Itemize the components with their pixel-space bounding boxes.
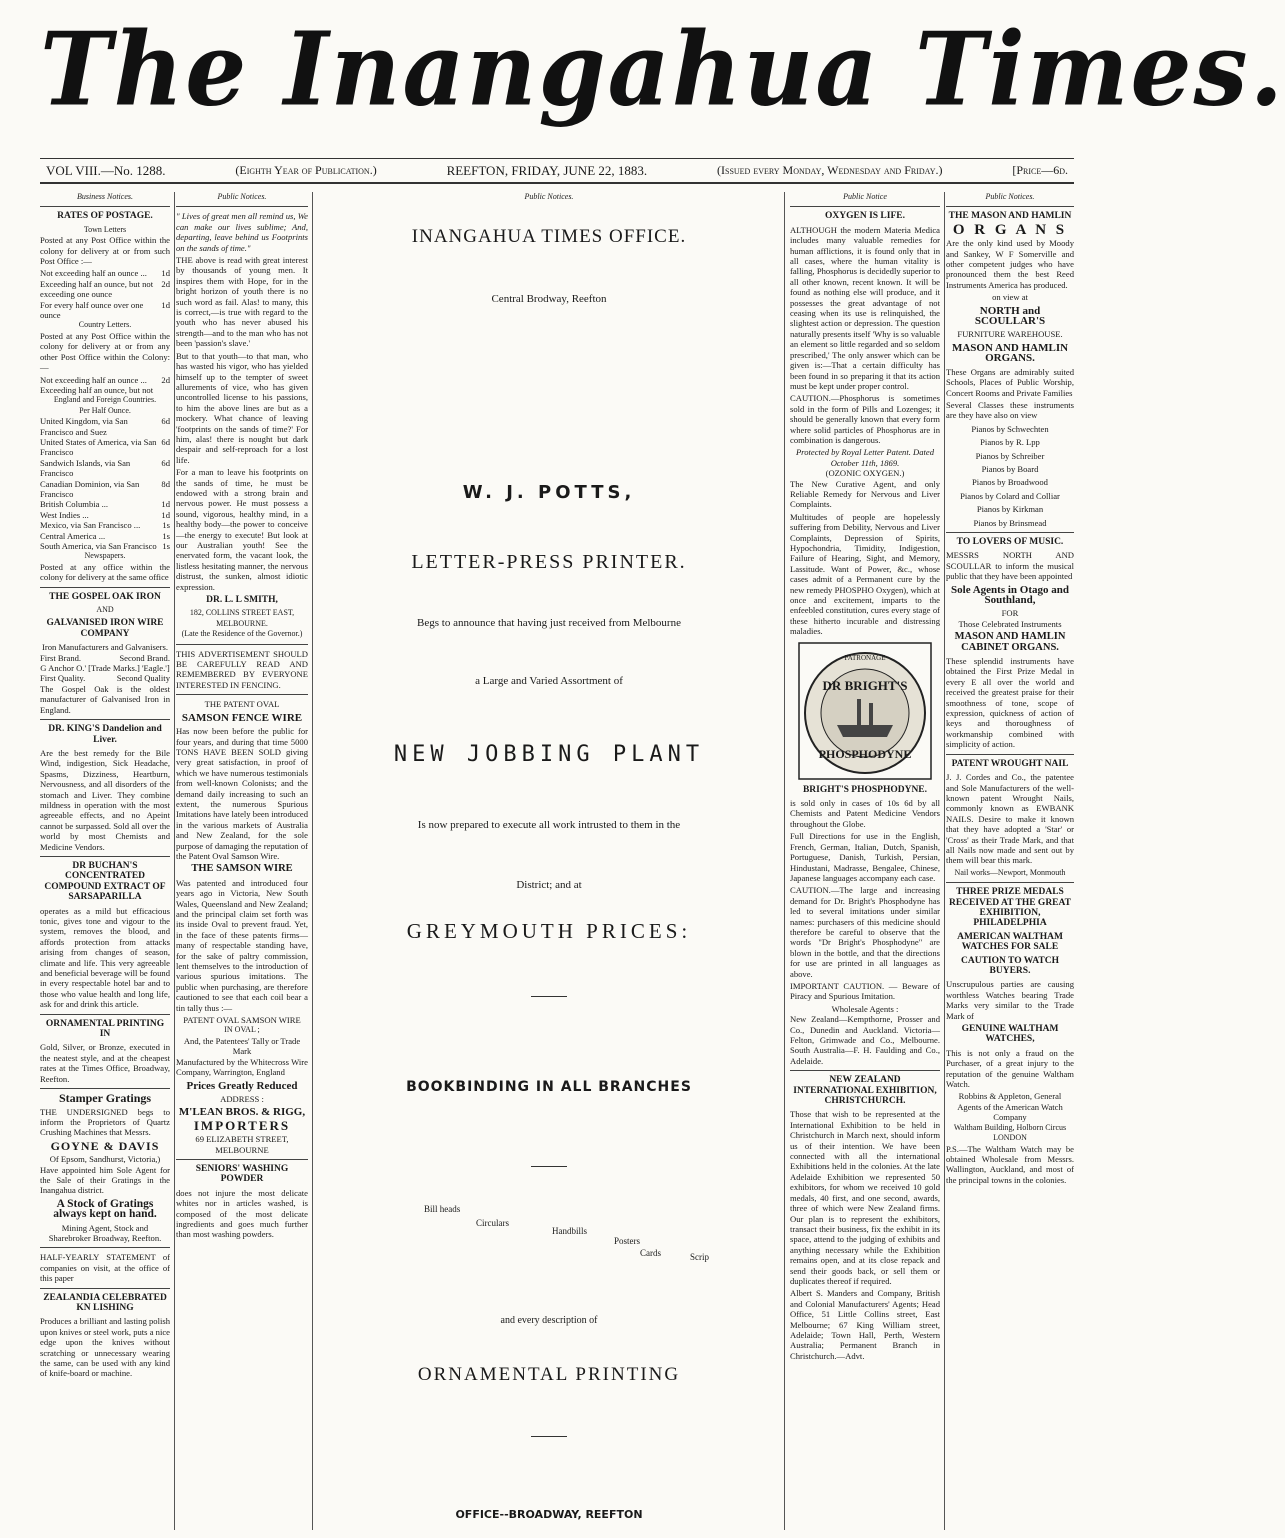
column-organs xyxy=(946,192,1074,1530)
sole-agents: Sole Agents in Otago and Southland, xyxy=(951,583,1069,606)
ornamental-title: ORNAMENTAL PRINTING IN xyxy=(45,1018,165,1040)
genuine-text: This is not only a fraud on the Purchaser, of a great injury to the reputation of the genuine Waltham Watch. xyxy=(946,1047,1074,1090)
issue-days: (Issued every Monday, Wednesday and Friday.) xyxy=(717,163,943,177)
stamper-title: Stamper Gratings xyxy=(58,1091,152,1106)
rate-row xyxy=(40,300,170,321)
gospel-company: GALVANISED IRON WIRE COMPANY xyxy=(46,618,164,639)
town-rates-list xyxy=(40,268,170,320)
column-oxygen xyxy=(790,192,945,1530)
elizabeth-street: 69 ELIZABETH STREET, MELBOURNE xyxy=(195,1134,289,1155)
divider-dash xyxy=(314,1430,784,1440)
rate-value: 8d xyxy=(161,478,170,489)
nz-text: Those that wish to be represented at the International Exhibition to be held in Christchurch in March next, should inform us of their intention. We have been connected with all the international Exhibitions held in the colonies. At the late Adelaide Exhibition we represented 50 exhibitors, for whom we received 10 gold medals, 40 first, and one second, awards, three of which were New Zealand firms. Our plan is to represent the exhibitors, transact their business, fix the exhibit in its space, attend to the judging of exhibits and anything necessary while the Exhibition remains open, and at its close repack and send their goods back, or sell them or duplicates thereof if required. xyxy=(790,1109,940,1286)
multitudes: Multitudes of people are hopelessly suffering from Debility, Nervous and Liver Complaints, Depression of Spirits, Hypochondria, Timidity, Indigestion, Failure of Hearing, Sight, and Memory, Lassitude. Want of Power, &c., whose cases admit of a Permanent cure by the new remedy PHOSPHO Oxygen), which at once and excitement, imparts to the enfeebled constitution, cures every stage of these hitherto incurable and distressing maladies. xyxy=(790,511,940,637)
smith-address: 182, COLLINS STREET EAST, MELBOURNE. xyxy=(189,608,295,628)
zealandia-title: ZEALANDIA CELEBRATED KN LISHING xyxy=(43,1292,167,1313)
mining-agent: Mining Agent, Stock and Sharebroker Broadway, Reefton. xyxy=(48,1222,162,1243)
splendid-text: These splendid instruments have obtained the First Prize Medal in every E all over the world and received the greatest praise for their smoothness of tone, scope of expression, quickness of action of keys and thoroughness of workmanship combined with simplicity of action. xyxy=(946,656,1074,750)
genuine-title: GENUINE WALTHAM WATCHES, xyxy=(961,1024,1059,1045)
rate-row xyxy=(40,375,170,385)
divider xyxy=(176,206,308,207)
rate-row xyxy=(40,279,170,300)
importers: IMPORTERS xyxy=(193,1117,291,1133)
stamper-text: THE UNDERSIGNED begs to inform the Proprietors of Quartz Crushing Machines that Messrs. xyxy=(40,1106,170,1138)
rate-row xyxy=(40,520,170,530)
country-text: Posted at any Post Office within the colony for delivery at or from any other Post Office within the Colony:— xyxy=(40,330,170,373)
rate-value: 1d xyxy=(161,268,170,279)
item-cards: Cards xyxy=(640,1248,661,1258)
rate-label: British Columbia ... xyxy=(40,499,109,510)
rate-row xyxy=(40,499,170,509)
rate-label: United Kingdom, via San Francisco and Suez xyxy=(40,416,128,437)
rate-value: 6d xyxy=(161,457,170,468)
body-2: But to that youth—to that man, who has wasted his vigor, who has yielded himself up to the tempter of sweet allurements of vice, who has given uncontrolled license to his passions, to him the above lines are but as a mockery. What chance of leaving 'footprints on the sands of time?' For him, alas! there is nought but dark despair and self-reproach for a lost life. xyxy=(176,350,308,465)
newspapers-text: Posted at any office within the colony for delivery at the same office xyxy=(40,561,170,583)
caution-text: CAUTION.—Phosphorus is sometimes sold in the form of Pills and Lozenges; it should be generally known that every form where solid particles of Phosphorus are in combination is dangerous. xyxy=(790,393,940,445)
announce-text: Begs to announce that having just received from Melbourne xyxy=(417,617,681,629)
ornamental-text: Gold, Silver, or Bronze, executed in the neatest style, and at the cheapest rates at the Times Office, Broadway, Reefton. xyxy=(40,1042,170,1084)
publication-year: (Eighth Year of Publication.) xyxy=(235,163,377,177)
foreign-rates-list xyxy=(40,416,170,551)
divider xyxy=(946,754,1074,755)
and-tally: And, the Patentees' Tally or Trade Mark xyxy=(183,1035,301,1057)
rate-label: Exceeding half an ounce, but not exceeding one ounce xyxy=(40,278,154,300)
rate-label: Not exceeding half an ounce ... xyxy=(40,268,147,279)
oxygen-text: ALTHOUGH the modern Materia Medica includes many valuable remedies for human afflictions, it is found only that in all cases, where the human vitality is falling, Phosphorus is decidedly superior to all other known, recent known. It will be found as nothing else will produce, and it possesses the great advantage of not ceasing when its use is relinquished, the slightest action or depression. The question naturally presents itself 'Why is so valuable an element so little regarded and so seldom prescribed,' The only answer which can be given is:—That a certain difficulty has been found in so preparing it that its action must be kept under proper control. xyxy=(790,224,940,391)
country-rates-list xyxy=(40,375,170,396)
gospel-sub: Iron Manufacturers and Galvanisers. xyxy=(42,642,168,653)
north-scoullar: NORTH and SCOULLAR'S xyxy=(974,304,1046,328)
on-view: on view at xyxy=(992,292,1028,303)
piano-item: Pianos by Colard and Colliar xyxy=(960,490,1060,501)
column-head: Business Notices. xyxy=(77,192,133,201)
gospel-marks: G Anchor O.' [Trade Marks.] 'Eagle.'] xyxy=(40,663,170,674)
seal-top: PATRONAGE xyxy=(844,653,886,662)
divider xyxy=(40,1014,170,1015)
price: [Price—6d. xyxy=(1012,163,1068,177)
town-text: Posted at any Post Office within the colony for delivery at or from such Post Office :— xyxy=(40,235,170,267)
divider-dash xyxy=(314,1160,784,1170)
item-posters: Posters xyxy=(614,1236,641,1246)
seniors-title: SENIORS' WASHING POWDER xyxy=(195,1163,289,1185)
waltham-title: AMERICAN WALTHAM WATCHES FOR SALE xyxy=(957,931,1063,953)
bookbinding: BOOKBINDING IN ALL BRANCHES xyxy=(406,1079,692,1095)
print-items xyxy=(314,1204,784,1274)
rate-value: 6d xyxy=(161,436,170,447)
rate-label: Exceeding half an ounce, but not xyxy=(40,384,154,395)
foreign-title: England and Foreign Countries. xyxy=(53,395,157,405)
goyne-sub: Of Epsom, Sandhurst, Victoria,) xyxy=(49,1154,161,1165)
office-address: Central Brodway, Reefton xyxy=(491,293,607,305)
district-text: District; and at xyxy=(516,879,582,891)
rate-value: 1d xyxy=(161,299,170,310)
divider-dash xyxy=(314,990,784,1000)
item-circulars: Circulars xyxy=(476,1218,509,1228)
messrs-notice: MESSRS NORTH AND SCOULLAR to inform the musical public that they have been appointed xyxy=(946,550,1074,582)
piano-item: Pianos by Kirkman xyxy=(976,504,1044,515)
divider xyxy=(40,206,170,207)
bright-text: is sold only in cases of 10s 6d by all Chemists and Patent Medicine Vendors throughout the Globe. xyxy=(790,798,940,829)
rate-label: South America, via San Francisco xyxy=(40,541,157,551)
divider xyxy=(176,644,308,645)
smith-note: (Late the Residence of the Governor.) xyxy=(181,629,303,639)
divider xyxy=(946,532,1074,533)
rate-row xyxy=(40,510,170,520)
buchan-text: operates as a mild but efficacious tonic, gives tone and vigour to the system, removes the blood, and affords protection from attacks arising from changes of season, climate and life. This very agreeable and beneficial beverage will be found in every respectable hotel bar and to those who value health and long life, ask for and drink this article. xyxy=(40,905,170,1010)
divider xyxy=(946,206,1074,207)
bright-title: BRIGHT'S PHOSPHODYNE. xyxy=(802,784,928,795)
phosphodyne-seal xyxy=(797,641,933,781)
column-head: Public Notice xyxy=(843,192,887,201)
piano-item: Pianos by Broadwood xyxy=(972,477,1048,488)
volume-number: VOL VIII.—No. 1288. xyxy=(46,162,166,178)
celebrated: Those Celebrated Instruments xyxy=(958,618,1062,629)
ornamental-printing: ORNAMENTAL PRINTING xyxy=(417,1364,681,1385)
masthead xyxy=(40,10,1285,130)
wholesale-agents: Wholesale Agents : xyxy=(831,1003,899,1014)
patent-title: THE PATENT OVAL xyxy=(204,699,280,710)
organs-suited: These Organs are admirably suited Schools, Places of Public Worship, Concert Rooms and Private Families xyxy=(946,366,1074,398)
advert-note: THIS ADVERTISEMENT SHOULD BE CAREFULLY READ AND REMEMBERED BY EVERYONE INTERESTED IN FENCING. xyxy=(176,648,308,690)
rate-label: Sandwich Islands, via San Francisco xyxy=(40,457,131,479)
piano-item: Pianos by Schreiber xyxy=(975,450,1045,461)
item-bill-heads: Bill heads xyxy=(424,1204,461,1214)
office-title: INANGAHUA TIMES OFFICE. xyxy=(411,226,687,247)
piano-item: Pianos by R. Lpp xyxy=(980,437,1040,448)
gospel-brand-1: First Brand. xyxy=(40,652,82,663)
several-classes: Several Classes these instruments are they have also on view xyxy=(946,399,1074,421)
king-title: DR. KING'S Dandelion and Liver. xyxy=(48,724,162,745)
piano-item: Pianos by Brinsmead xyxy=(973,517,1047,528)
printer-trade: LETTER-PRESS PRINTER. xyxy=(411,551,687,573)
gospel-and: AND xyxy=(96,605,114,615)
dateline xyxy=(40,158,1074,184)
divider xyxy=(40,856,170,857)
mlean-bros: M'LEAN BROS. & RIGG, xyxy=(178,1106,306,1119)
divider xyxy=(946,882,1074,883)
gospel-title: THE GOSPEL OAK IRON xyxy=(49,591,161,602)
rate-value: 1s xyxy=(162,520,170,531)
for-label: FOR xyxy=(1001,608,1019,619)
every-description: and every description of xyxy=(500,1315,598,1326)
caution-watch: CAUTION TO WATCH BUYERS. xyxy=(960,955,1059,976)
rate-label: Canadian Dominion, via San Francisco xyxy=(40,478,140,499)
three-prize: THREE PRIZE MEDALS RECEIVED AT THE GREAT EXHIBITION, PHILADELPHIA xyxy=(948,887,1072,929)
address-label: ADDRESS : xyxy=(220,1093,264,1104)
rate-label: Central America ... xyxy=(40,530,106,541)
directions: Full Directions for use in the English, French, German, Italian, Dutch, Spanish, Portuguese, Danish, Turkish, Persian, Hindustani, Madrasse, Bengalee, Chinese, Japanese languages accompany each case. xyxy=(790,831,940,883)
curative: The New Curative Agent, and only Reliable Remedy for Nervous and Liver Complaints. xyxy=(790,478,940,510)
manufactured: Manufactured by the Whitecross Wire Company, Warrington, England xyxy=(176,1056,308,1078)
divider xyxy=(40,1288,170,1289)
foreign-sub: Per Half Ounce. xyxy=(79,405,131,415)
column-potts-advert xyxy=(314,192,785,1530)
rate-row xyxy=(40,437,170,458)
prepared-text: Is now prepared to execute all work intrusted to them in the xyxy=(417,819,681,831)
rates-title: RATES OF POSTAGE. xyxy=(57,211,153,222)
divider xyxy=(790,1070,940,1071)
samson-title: SAMSON FENCE WIRE xyxy=(181,711,303,724)
buchan-title: DR BUCHAN'S CONCENTRATED COMPOUND EXTRACT OF SARSAPARILLA xyxy=(44,860,166,903)
prices-reduced: Prices Greatly Reduced xyxy=(186,1079,298,1092)
pianos-list xyxy=(946,424,1074,528)
nz-title: NEW ZEALAND INTERNATIONAL EXHIBITION, CHRISTCHURCH. xyxy=(793,1075,937,1107)
smith-name: DR. L. L SMITH, xyxy=(206,595,278,606)
divider xyxy=(790,206,940,207)
item-scrip: Scrip xyxy=(690,1252,709,1262)
king-text: Are the best remedy for the Bile Wind, indigestion, Sick Headache, Spasms, Dizziness, Heartburn, Nervousness, and all disorders of the stomach and Liver. They combine mildness in operation with the most agreeable effects, and no Apeint cannot be surpassed. Sold all over the world by most Chemists and Medicine Vendors. xyxy=(40,747,170,852)
item-handbills: Handbills xyxy=(552,1226,587,1236)
rate-value: 1d xyxy=(161,509,170,520)
ozonic: (OZONIC OXYGEN.) xyxy=(825,468,905,479)
seal-main: DR BRIGHT'S xyxy=(822,677,908,693)
organs-title: O R G A N S xyxy=(952,221,1068,238)
verse: " Lives of great men all remind us, We can make our lives sublime; And, departing, leave behind us Footprints on the sands of time." xyxy=(176,211,308,253)
divider xyxy=(176,1159,308,1160)
rate-row xyxy=(40,416,170,437)
printer-name: W. J. POTTS, xyxy=(462,482,636,503)
gospel-text: The Gospel Oak is the oldest manufacturer of Galvanised Iron in England. xyxy=(40,683,170,715)
gospel-brand-2: Second Brand. xyxy=(119,652,170,663)
assortment-text: a Large and Varied Assortment of xyxy=(475,675,623,687)
rate-label: United States of America, via San Francisco xyxy=(40,436,157,458)
rate-row xyxy=(40,479,170,500)
piano-item: Pianos by Schwechten xyxy=(971,423,1049,434)
rate-value: 2d xyxy=(161,374,170,385)
patent-oval: PATENT OVAL SAMSON WIRE xyxy=(183,1015,301,1026)
oxygen-title: OXYGEN IS LIFE. xyxy=(825,211,905,222)
nail-works: Nail works—Newport, Monmouth xyxy=(954,867,1066,877)
samson-text-2: Was patented and introduced four years ago in Victoria, New South Wales, Queensland and New Zealand; and the principal claim set forth was its inside Oval to prevent fraud. Yet, in the face of these patents firms—many of respectable standing have, for the sake of paltry commission, lent themselves to the introduction of various spurious imitations. The public when purchasing, are therefore cautioned to see that each coil bear a tin tally thus :— xyxy=(176,877,308,1013)
patent-nail: PATENT WROUGHT NAIL xyxy=(951,758,1069,769)
mason-title: THE MASON AND HAMLIN xyxy=(948,211,1072,222)
body-1: THE above is read with great interest by thousands of young men. It inspires them with Hope, for in the bright horizon of youth there is no such word as fail. Alas! to many, this is correct,—is true with regard to the youth who has never abused his strength—and to the man who has not been 'passion's slave.' xyxy=(176,255,308,349)
rate-row xyxy=(40,385,170,395)
protected: Protected by Royal Letter Patent. Dated October 11th, 1869. xyxy=(795,447,935,468)
rate-label: Mexico, via San Francisco ... xyxy=(40,520,141,531)
ps-note: P.S.—The Waltham Watch may be obtained Wholesale from Messrs. Wallington, Auckland, and most of the principal towns in the colonies. xyxy=(946,1143,1074,1185)
newspaper-title: The Inangahua Times. xyxy=(40,10,1285,129)
furniture-warehouse: FURNITURE WAREHOUSE. xyxy=(957,329,1063,340)
divider xyxy=(176,694,308,695)
half-yearly: HALF-YEARLY STATEMENT of companies on visit, at the office of this paper xyxy=(40,1252,170,1284)
divider xyxy=(40,1247,170,1248)
rate-value: 1d xyxy=(161,499,170,510)
rate-row xyxy=(40,531,170,541)
divider xyxy=(40,719,170,720)
samson-wire: THE SAMSON WIRE xyxy=(191,863,293,875)
goyne-text: Have appointed him Sole Agent for the Sale of their Gratings in the Inangahua district. xyxy=(40,1164,170,1196)
place-date: REEFTON, FRIDAY, JUNE 22, 1883. xyxy=(446,162,648,178)
caution-2: CAUTION.—The large and increasing demand for Dr. Bright's Phosphodyne has led to several imitations under similar names: purchasers of this medicine should therefore be careful to observe that the words "Dr Bright's Phosphodyne" are blown in the bottle, and that the directions for use are printed in all languages as above. xyxy=(790,885,940,979)
gospel-quality-2: Second Quality xyxy=(116,673,170,684)
samson-text: Has now been before the public for four years, and during that time 5000 TONS HAVE BEEN SOLD giving very great satisfaction, in proof of which we have numerous testimonials from well-known Colonists; and the demand daily increasing to such an extent, the numerous Spurious Imitations have lately been introduced in the various markets of Australia and New Zealand, for the sole purpose of damaging the reputation of the Patent Oval Samson Wire. xyxy=(176,726,308,861)
column-head: Public Notices. xyxy=(524,192,574,201)
rate-label: For every half ounce over one ounce xyxy=(40,299,144,321)
newspapers-title: Newspapers. xyxy=(84,551,126,561)
stock-notice: A Stock of Gratings always kept on hand. xyxy=(53,1197,157,1221)
rate-value: 1s xyxy=(162,541,170,551)
rate-row xyxy=(40,458,170,479)
rate-row xyxy=(40,541,170,551)
gospel-quality-1: First Quality. xyxy=(40,673,86,684)
divider xyxy=(40,587,170,588)
seal-bottom: PHOSPHODYNE xyxy=(818,746,912,761)
mh-cabinet: MASON AND HAMLIN CABINET ORGANS. xyxy=(954,631,1066,653)
jobbing-plant: NEW JOBBING PLANT xyxy=(393,742,705,767)
cordes-text: J. J. Cordes and Co., the patentee and Sole Manufacturers of the well-known patent Wrought Nails, commonly known as EWBANK NAILS. Desire to make it known that they have adopted a 'Star' or 'Cross' as their Trade Mark, and that all Nails now made and sent out by them will bear this mark. xyxy=(946,772,1074,866)
rate-value: 6d xyxy=(161,416,170,427)
piano-item: Pianos by Board xyxy=(981,463,1039,474)
rate-value: 2d xyxy=(161,278,170,289)
greymouth-prices: GREYMOUTH PRICES: xyxy=(406,919,692,943)
seniors-text: does not injure the most delicate whites nor in articles washed, is composed of the most delicate ingredients and goes much further than most washing powders. xyxy=(176,1187,308,1240)
column-head: Public Notices. xyxy=(985,192,1035,201)
column-head: Public Notices. xyxy=(217,192,267,201)
column-public-notices-2 xyxy=(176,192,313,1530)
important-caution: IMPORTANT CAUTION. — Beware of Piracy and Spurious Imitation. xyxy=(790,980,940,1002)
waltham-building: Waltham Building, Holborn Circus LONDON xyxy=(953,1122,1067,1143)
lovers-music: TO LOVERS OF MUSIC. xyxy=(956,536,1064,547)
rate-value: 1s xyxy=(162,530,170,541)
zealandia-text: Produces a brilliant and lasting polish upon knives or steel work, puts a nice edge upon the knives without scratching or unnecessary wearing the same, can be used with any kind of knife-board or machine. xyxy=(40,1316,170,1379)
divider xyxy=(40,1088,170,1089)
organs-used: Are the only kind used by Moody and Sankey, W F Somerville and other competent judges who have pronounced them the best Reed Instruments America has produced. xyxy=(946,238,1074,290)
body-3: For a man to leave his footprints on the sands of time, he must be endowed with a strong brain and nervous power. He must possess a sound, vigorous, healthy mind, in a healthy body—the power to conceive—the energy to execute! But look at our Australian youth! See the enervated form, the vacant look, the listless hesitating manner, the nervous distrust, the sunken, almost idiotic expression. xyxy=(176,467,308,592)
country-letters-title: Country Letters. xyxy=(78,320,132,330)
goyne-davis: GOYNE & DAVIS xyxy=(50,1138,160,1153)
column-business-notices xyxy=(40,192,175,1530)
agents-list: New Zealand—Kempthorne, Prosser and Co., Dunedin and Auckland. Victoria—Felton, Grimwade and Co., Melbourne. South Australia—F. H. Faulding and Co., Adelaide. xyxy=(790,1014,940,1066)
nz-sign: Albert S. Manders and Company, British and Colonial Manufacturers' Agents; Head Office, 51 Little Collins street, East Melbourne; 67 King William street, Adelaide; Town Hall, Perth, Western Australia; Permanent Branch in Christchurch.—Advt. xyxy=(790,1288,940,1361)
in-oval: IN OVAL ; xyxy=(224,1025,260,1035)
robbins: Robbins & Appleton, General Agents of the American Watch Company xyxy=(957,1091,1063,1123)
unscrupulous: Unscrupulous parties are causing worthless Watches bearing Trade Marks very similar to the Trade Mark of xyxy=(946,979,1074,1021)
rate-row xyxy=(40,268,170,278)
rate-label: Not exceeding half an ounce ... xyxy=(40,374,147,385)
town-letters-title: Town Letters xyxy=(83,224,127,234)
office-footer: OFFICE--BROADWAY, REEFTON xyxy=(455,1508,643,1521)
rate-label: West Indies ... xyxy=(40,509,89,520)
mh-organs: MASON AND HAMLIN ORGANS. xyxy=(951,341,1069,365)
